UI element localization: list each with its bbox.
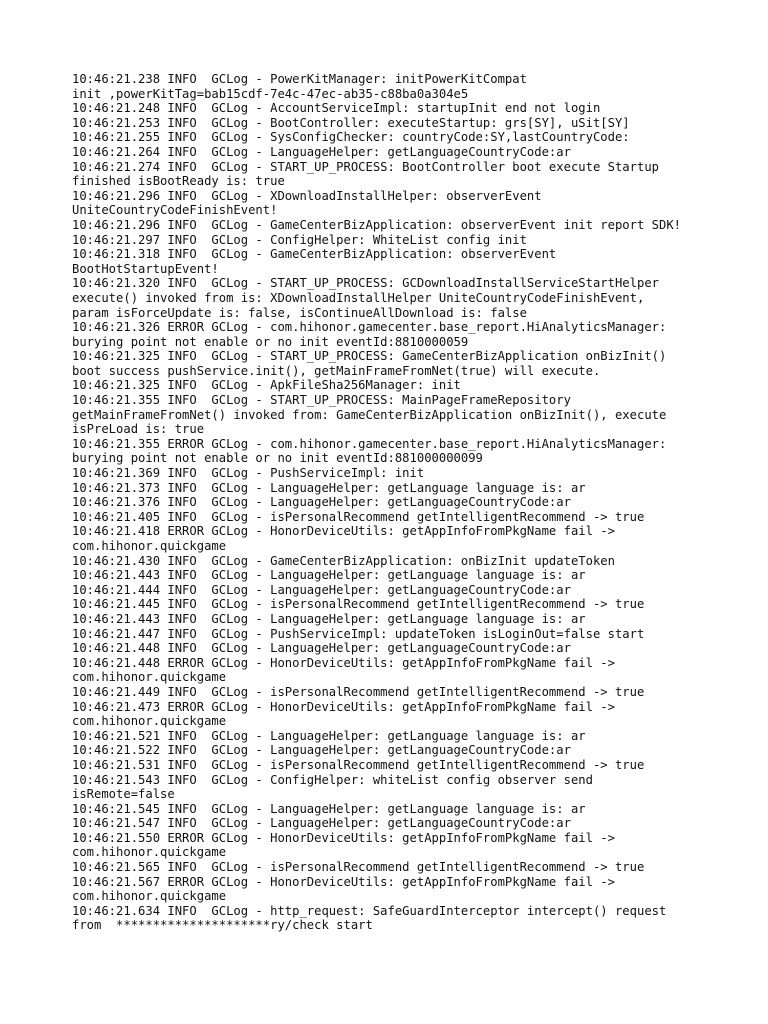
- log-line: finished isBootReady is: true: [72, 174, 285, 189]
- log-line: 10:46:21.443 INFO GCLog - LanguageHelper: getLanguage language is: ar: [72, 568, 586, 583]
- log-line: 10:46:21.376 INFO GCLog - LanguageHelper: getLanguageCountryCode:ar: [72, 495, 571, 510]
- log-line: 10:46:21.634 INFO GCLog - http_request: SafeGuardInterceptor intercept() request: [72, 903, 667, 918]
- log-line: 10:46:21.473 ERROR GCLog - HonorDeviceUtils: getAppInfoFromPkgName fail ->: [72, 699, 615, 714]
- log-line: 10:46:21.325 INFO GCLog - ApkFileSha256Manager: init: [72, 378, 461, 393]
- log-line: isRemote=false: [72, 787, 175, 802]
- log-line: 10:46:21.253 INFO GCLog - BootController: executeStartup: grs[SY], uSit[SY]: [72, 115, 630, 130]
- log-line: 10:46:21.297 INFO GCLog - ConfigHelper: WhiteList config init: [72, 232, 527, 247]
- log-line: 10:46:21.448 ERROR GCLog - HonorDeviceUtils: getAppInfoFromPkgName fail ->: [72, 655, 615, 670]
- log-line: 10:46:21.531 INFO GCLog - isPersonalRecommend getIntelligentRecommend -> true: [72, 757, 645, 772]
- log-line: burying point not enable or no init eventId:881000000099: [72, 451, 483, 466]
- log-line: getMainFrameFromNet() invoked from: GameCenterBizApplication onBizInit(), execute: [72, 407, 667, 422]
- log-line: 10:46:21.545 INFO GCLog - LanguageHelper: getLanguage language is: ar: [72, 801, 586, 816]
- log-line: com.hihonor.quickgame: [72, 670, 227, 685]
- log-line: 10:46:21.405 INFO GCLog - isPersonalRecommend getIntelligentRecommend -> true: [72, 509, 645, 524]
- log-line: 10:46:21.418 ERROR GCLog - HonorDeviceUtils: getAppInfoFromPkgName fail ->: [72, 524, 615, 539]
- log-line: 10:46:21.449 INFO GCLog - isPersonalRecommend getIntelligentRecommend -> true: [72, 684, 645, 699]
- log-line: com.hihonor.quickgame: [72, 714, 227, 729]
- log-line: 10:46:21.264 INFO GCLog - LanguageHelper: getLanguageCountryCode:ar: [72, 144, 571, 159]
- log-line: 10:46:21.448 INFO GCLog - LanguageHelper: getLanguageCountryCode:ar: [72, 641, 571, 656]
- log-line: execute() invoked from is: XDownloadInstallHelper UniteCountryCodeFinishEvent,: [72, 290, 645, 305]
- log-line: 10:46:21.522 INFO GCLog - LanguageHelper: getLanguageCountryCode:ar: [72, 743, 571, 758]
- log-line: init ,powerKitTag=bab15cdf-7e4c-47ec-ab35-c88ba0a304e5: [72, 86, 469, 101]
- log-line: 10:46:21.430 INFO GCLog - GameCenterBizApplication: onBizInit updateToken: [72, 553, 615, 568]
- log-line: com.hihonor.quickgame: [72, 889, 227, 904]
- log-line: 10:46:21.318 INFO GCLog - GameCenterBizApplication: observerEvent: [72, 247, 557, 262]
- log-line: 10:46:21.255 INFO GCLog - SysConfigChecker: countryCode:SY,lastCountryCode:: [72, 130, 630, 145]
- log-line: 10:46:21.369 INFO GCLog - PushServiceImpl: init: [72, 466, 425, 481]
- log-line: 10:46:21.443 INFO GCLog - LanguageHelper: getLanguage language is: ar: [72, 611, 586, 626]
- log-line: isPreLoad is: true: [72, 422, 205, 437]
- log-line: 10:46:21.565 INFO GCLog - isPersonalRecommend getIntelligentRecommend -> true: [72, 860, 645, 875]
- log-line: com.hihonor.quickgame: [72, 845, 227, 860]
- log-line: 10:46:21.248 INFO GCLog - AccountServiceImpl: startupInit end not login: [72, 101, 601, 116]
- log-line: param isForceUpdate is: false, isContinueAllDownload is: false: [72, 305, 527, 320]
- log-line: 10:46:21.355 ERROR GCLog - com.hihonor.gamecenter.base_report.HiAnalyticsManager:: [72, 436, 667, 451]
- log-line: 10:46:21.355 INFO GCLog - START_UP_PROCESS: MainPageFrameRepository: [72, 393, 571, 408]
- log-line: 10:46:21.326 ERROR GCLog - com.hihonor.gamecenter.base_report.HiAnalyticsManager:: [72, 320, 667, 335]
- log-line: com.hihonor.quickgame: [72, 539, 227, 553]
- log-line: 10:46:21.543 INFO GCLog - ConfigHelper: whiteList config observer send: [72, 772, 593, 787]
- log-line: from *********************ry/check start: [72, 918, 373, 933]
- log-line: 10:46:21.320 INFO GCLog - START_UP_PROCESS: GCDownloadInstallServiceStartHelper: [72, 276, 659, 291]
- log-line: burying point not enable or no init eventId:8810000059: [72, 334, 469, 349]
- log-line: 10:46:21.550 ERROR GCLog - HonorDeviceUtils: getAppInfoFromPkgName fail ->: [72, 830, 615, 845]
- log-line: 10:46:21.296 INFO GCLog - GameCenterBizApplication: observerEvent init report SDK!: [72, 217, 682, 232]
- log-line: 10:46:21.373 INFO GCLog - LanguageHelper: getLanguage language is: ar: [72, 480, 586, 495]
- log-line: 10:46:21.274 INFO GCLog - START_UP_PROCESS: BootController boot execute Startup: [72, 159, 659, 174]
- log-line: UniteCountryCodeFinishEvent!: [72, 203, 278, 218]
- log-line: 10:46:21.238 INFO GCLog - PowerKitManager: initPowerKitCompat: [72, 72, 527, 86]
- log-line: 10:46:21.444 INFO GCLog - LanguageHelper: getLanguageCountryCode:ar: [72, 582, 571, 597]
- log-line: boot success pushService.init(), getMainFrameFromNet(true) will execute.: [72, 363, 601, 378]
- log-line: 10:46:21.325 INFO GCLog - START_UP_PROCESS: GameCenterBizApplication onBizInit(): [72, 349, 667, 364]
- log-line: 10:46:21.447 INFO GCLog - PushServiceImpl: updateToken isLoginOut=false start: [72, 626, 645, 641]
- log-document: [72, 72, 712, 933]
- log-line: 10:46:21.547 INFO GCLog - LanguageHelper: getLanguageCountryCode:ar: [72, 816, 571, 831]
- log-line: 10:46:21.296 INFO GCLog - XDownloadInstallHelper: observerEvent: [72, 188, 542, 203]
- log-line: 10:46:21.567 ERROR GCLog - HonorDeviceUtils: getAppInfoFromPkgName fail ->: [72, 874, 615, 889]
- log-line: 10:46:21.445 INFO GCLog - isPersonalRecommend getIntelligentRecommend -> true: [72, 597, 645, 612]
- log-line: BootHotStartupEvent!: [72, 261, 219, 276]
- log-line: 10:46:21.521 INFO GCLog - LanguageHelper: getLanguage language is: ar: [72, 728, 586, 743]
- log-text-block: [72, 72, 712, 933]
